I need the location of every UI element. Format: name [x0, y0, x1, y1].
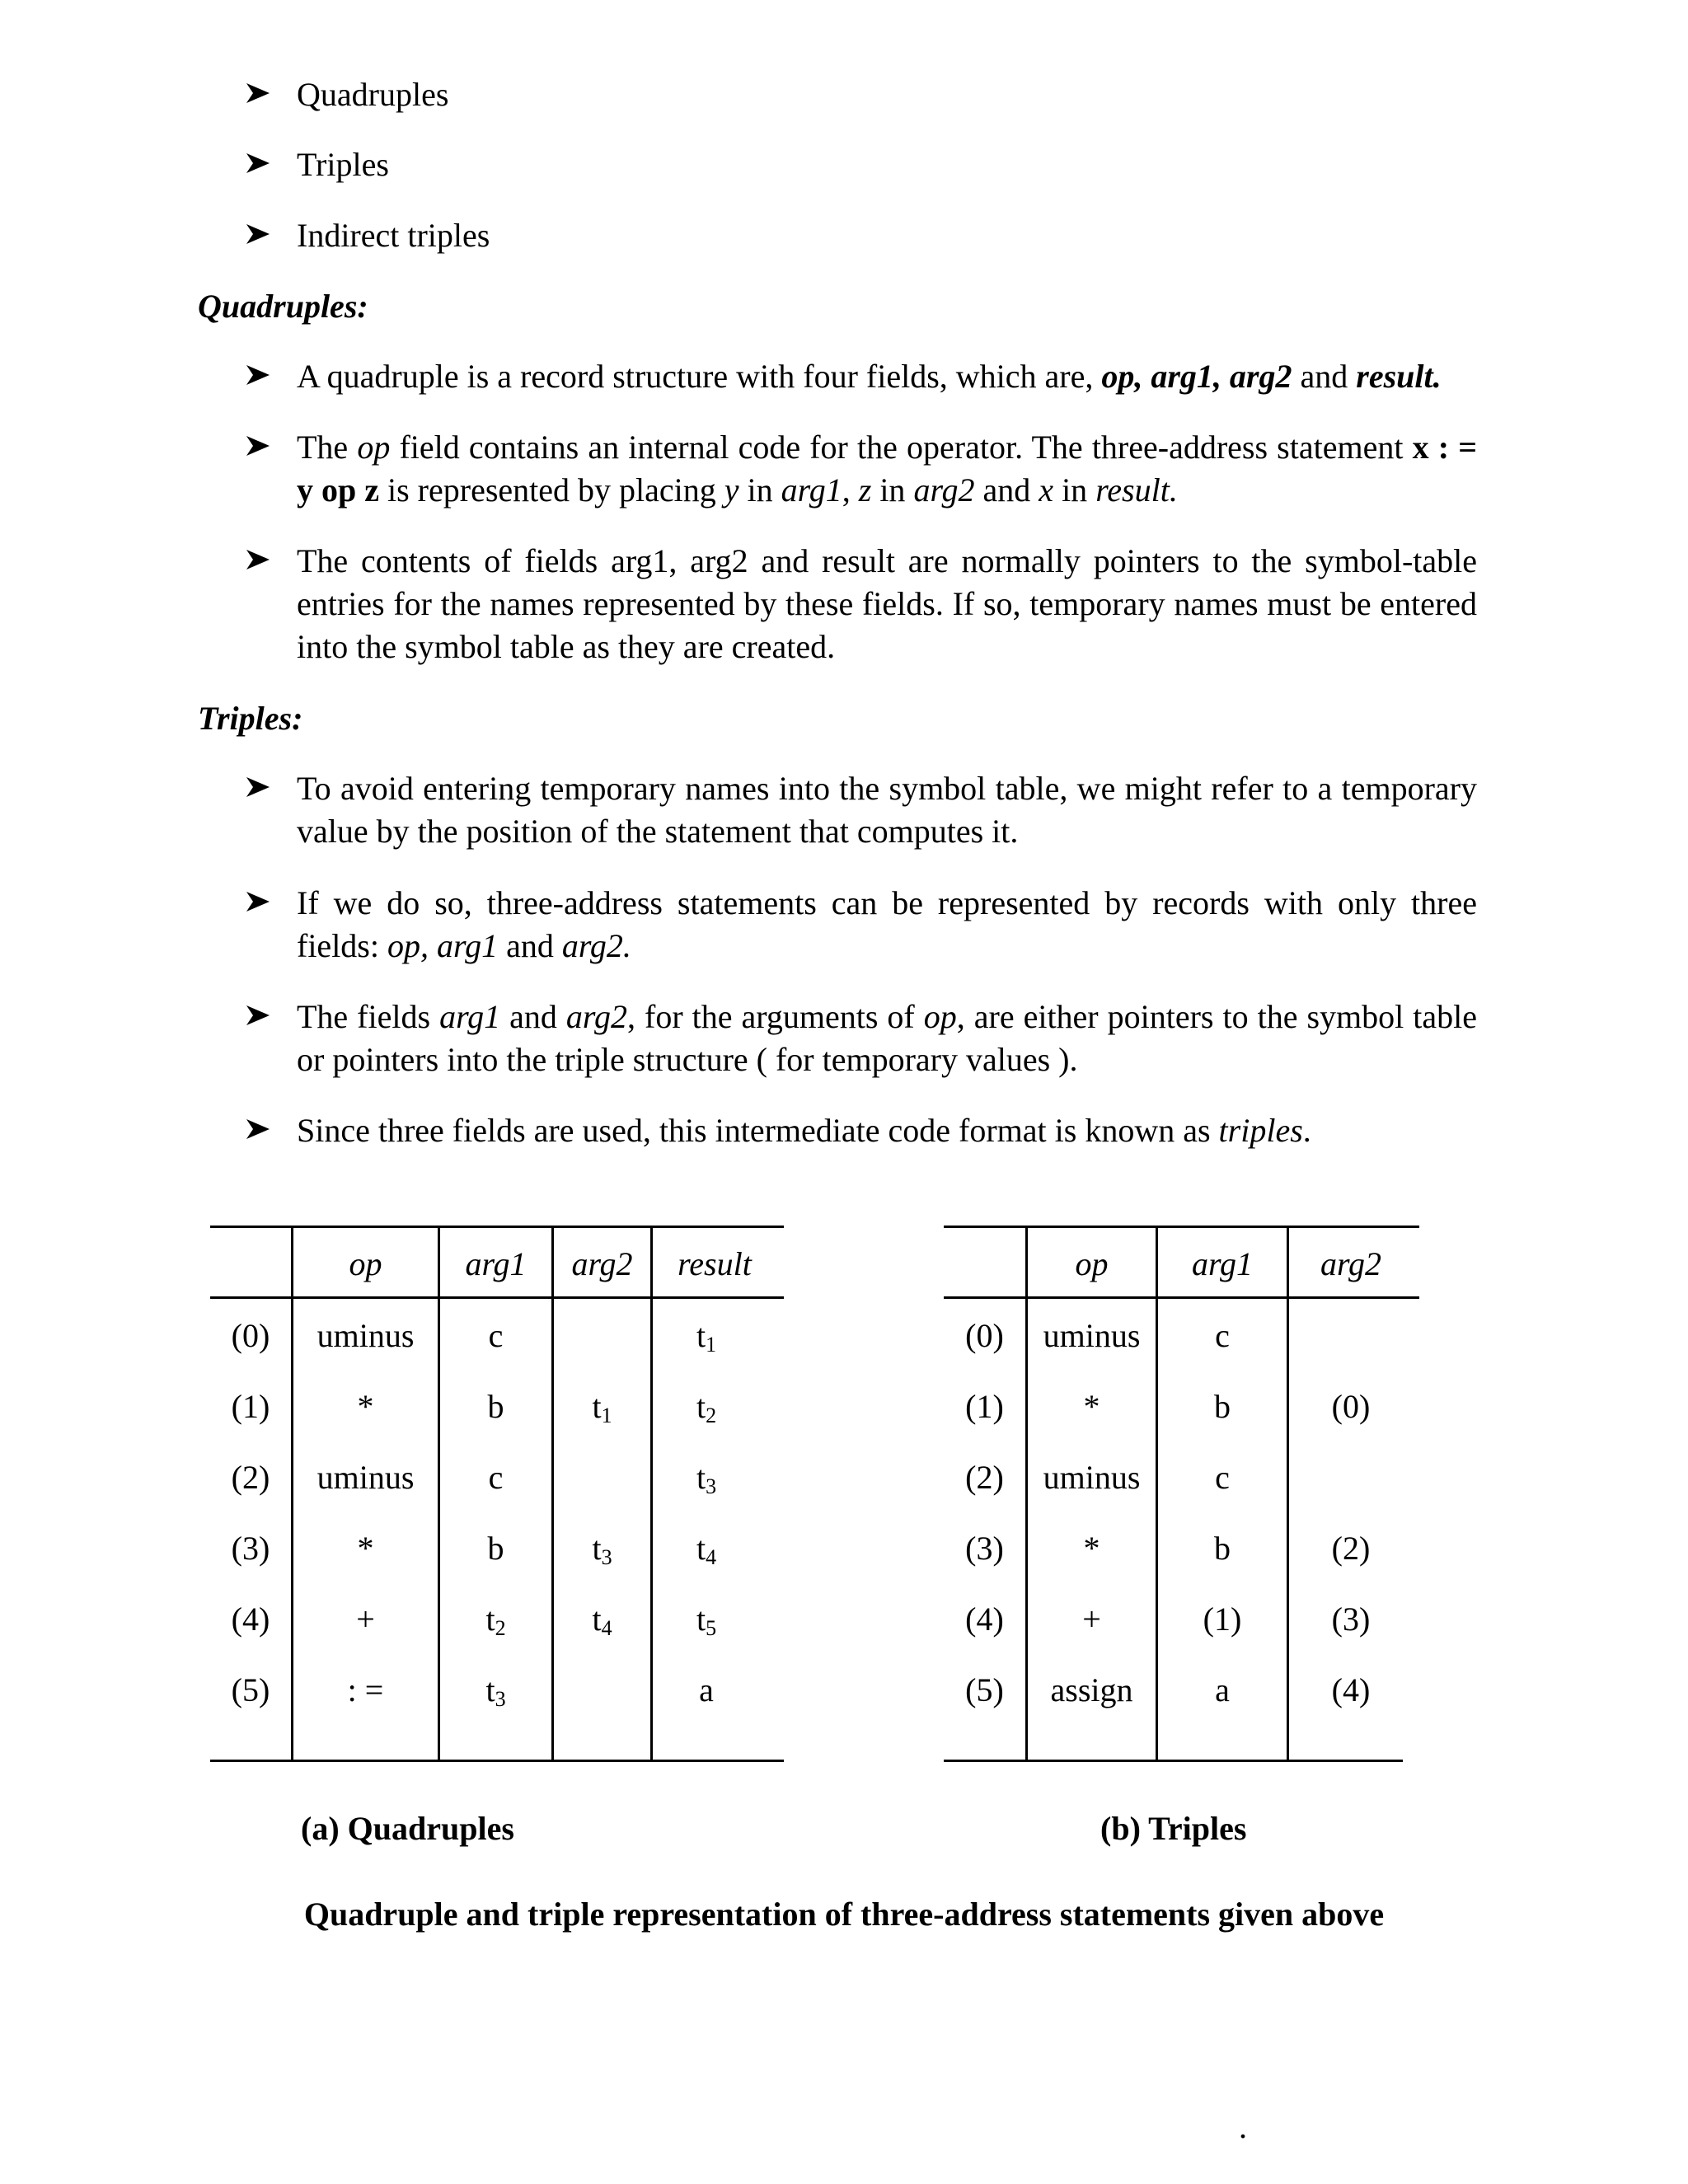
term-op: op [923, 998, 957, 1035]
field-result: result. [1356, 358, 1442, 395]
quad_table-cell-arg1: b [487, 1388, 504, 1425]
triple_table-cell-arg2: (3) [1331, 1601, 1371, 1638]
section-heading-triples: Triples: [198, 700, 303, 737]
arrowhead-bullet-icon [245, 888, 271, 915]
stray-mark: . [1239, 2108, 1247, 2145]
list-item-text: Quadruples [297, 76, 449, 113]
triple_table-cell-arg2: (2) [1331, 1530, 1371, 1567]
table-rule-top [944, 1226, 1419, 1228]
triple_table-cell-arg1: b [1214, 1530, 1231, 1567]
field-names: op, arg1 [387, 927, 499, 964]
arrowhead-bullet-icon [245, 80, 271, 106]
triple_table-cell-idx: (3) [965, 1530, 1004, 1567]
triple_table-cell-op: + [1082, 1601, 1101, 1638]
bullet-text: If we do so, three-address statements can be represented by records with only three fields: [297, 884, 1477, 964]
triple_table-cell-op: * [1083, 1388, 1100, 1425]
term-arg2: arg2 [913, 471, 975, 509]
quad_table-cell-idx: (1) [231, 1388, 270, 1425]
quad_table-cell-arg1: $t_3$ [485, 1671, 506, 1711]
section-heading-quadruples: Quadruples: [198, 288, 368, 325]
quadruples-bullet-1 [245, 355, 1477, 398]
bullet-text: and [498, 927, 562, 964]
arrowhead-bullet-icon [245, 774, 271, 800]
term-arg2: arg2. [561, 927, 631, 964]
triples-bullet-4 [245, 1109, 1477, 1152]
quad_table-cell-op: + [356, 1601, 375, 1638]
list-item-text: Triples [297, 146, 389, 183]
arrowhead-bullet-icon [245, 362, 271, 388]
arrowhead-bullet-icon [245, 546, 271, 573]
quad_table-cell-op: uminus [316, 1459, 415, 1496]
statement-part: x : = [1412, 429, 1478, 466]
term-arg1: arg1 [439, 998, 501, 1035]
quad_table-cell-arg1: b [487, 1530, 504, 1567]
bullet-text: in [1053, 471, 1096, 509]
quad_table-cell-arg2: $t_4$ [592, 1601, 612, 1640]
quadruples-caption: (a) Quadruples [301, 1810, 514, 1847]
triple_table-cell-arg1: b [1214, 1388, 1231, 1425]
list-item [245, 214, 490, 257]
triple_table-cell-op: uminus [1043, 1317, 1141, 1354]
bullet-text: in [871, 471, 914, 509]
triple_table-cell-arg2: (0) [1331, 1388, 1371, 1425]
quad_table-cell-result: $t_3$ [696, 1459, 717, 1498]
column-header: arg2 [1320, 1245, 1382, 1282]
quad_table-cell-result: $t_1$ [696, 1317, 717, 1357]
statement-part: y op z [297, 471, 379, 509]
triples-caption: (b) Triples [1100, 1810, 1247, 1847]
term-arg2: arg2 [565, 998, 628, 1035]
bullet-text: is represented by placing [379, 471, 724, 509]
term-z: z [858, 471, 872, 509]
term-triples: triples [1218, 1112, 1303, 1149]
triple_table-cell-idx: (4) [965, 1601, 1004, 1638]
table-rule-top [210, 1226, 784, 1228]
quad_table-cell-idx: (2) [231, 1459, 270, 1496]
list-item-text: Indirect triples [297, 217, 490, 254]
quadruples-bullet-3 [245, 540, 1477, 668]
quad_table-cell-result: $t_4$ [696, 1530, 717, 1569]
column-header: result [678, 1245, 752, 1282]
quad_table-cell-arg2: $t_1$ [592, 1388, 612, 1427]
quad_table-cell-op: uminus [316, 1317, 415, 1354]
quad_table-cell-result: $t_5$ [696, 1601, 717, 1640]
table-rule-header [944, 1296, 1419, 1299]
triple_table-cell-op: uminus [1043, 1459, 1141, 1496]
triple_table-cell-idx: (2) [965, 1459, 1004, 1496]
triple_table-cell-arg1: a [1215, 1671, 1230, 1708]
quadruples-bullet-2 [245, 426, 1477, 512]
quad_table-cell-op: : = [347, 1671, 384, 1708]
table-rule-header [210, 1296, 784, 1299]
term-x: x [1039, 471, 1054, 509]
bullet-text: field contains an internal code for the operator. The three-address statement [390, 429, 1413, 466]
quad_table-cell-idx: (0) [231, 1317, 270, 1354]
triples-bullet-2 [245, 882, 1477, 968]
table-rule-bottom [210, 1760, 784, 1762]
table-column-divider [551, 1226, 554, 1762]
bullet-text: and [974, 471, 1039, 509]
figure-caption: Quadruple and triple representation of three-address statements given above [303, 1896, 1385, 1933]
quad_table-cell-op: * [357, 1530, 374, 1567]
quad_table-cell-result: a [699, 1671, 714, 1708]
triples-bullet-3 [245, 996, 1477, 1081]
term-result: result. [1095, 471, 1178, 509]
triple_table-cell-arg2: (4) [1331, 1671, 1371, 1708]
term-y: y [724, 471, 739, 509]
quad_table-cell-op: * [357, 1388, 374, 1425]
bullet-text: and [500, 998, 566, 1035]
column-header: op [349, 1245, 382, 1282]
column-header: arg2 [571, 1245, 633, 1282]
triple_table-cell-op: * [1083, 1530, 1100, 1567]
triple_table-cell-op: assign [1050, 1671, 1133, 1708]
triple_table-cell-idx: (5) [965, 1671, 1004, 1708]
triple_table-cell-idx: (0) [965, 1317, 1004, 1354]
column-header: arg1 [1191, 1245, 1254, 1282]
bullet-text: A quadruple is a record structure with four fields, which are, [297, 358, 1102, 395]
bullet-text: Since three fields are used, this intermediate code format is known as [297, 1112, 1219, 1149]
arrowhead-bullet-icon [245, 433, 271, 459]
quad_table-cell-arg1: c [488, 1317, 504, 1354]
triples-bullet-1 [245, 767, 1477, 853]
bullet-text: To avoid entering temporary names into the symbol table, we might refer to a temporary value by the position of the statement that computes it. [297, 770, 1477, 850]
triple_table-cell-arg1: (1) [1203, 1601, 1242, 1638]
quad_table-cell-idx: (3) [231, 1530, 270, 1567]
bullet-text: in [738, 471, 781, 509]
table-rule-bottom [944, 1760, 1403, 1762]
quad_table-cell-arg1: $t_2$ [485, 1601, 506, 1640]
bullet-text: The fields [297, 998, 440, 1035]
bullet-text: , are either pointers to the symbol table or pointers into the triple structure ( for temporary values ). [297, 998, 1478, 1078]
bullet-text: The contents of fields arg1, arg2 and result are normally pointers to the symbol-table entries for the names represented by these fields. If so, temporary names must be entered into the symbol table as they are created. [297, 542, 1477, 665]
bullet-text: . [1302, 1112, 1311, 1149]
column-header: op [1075, 1245, 1109, 1282]
bullet-text: The [297, 429, 358, 466]
quad_table-cell-idx: (5) [231, 1671, 270, 1708]
quad_table-cell-arg2: $t_3$ [592, 1530, 612, 1569]
triple_table-cell-arg1: c [1215, 1317, 1230, 1354]
quad_table-cell-arg1: c [488, 1459, 504, 1496]
quad_table-cell-result: $t_2$ [696, 1388, 717, 1427]
quad_table-cell-idx: (4) [231, 1601, 270, 1638]
list-item [245, 73, 448, 116]
arrowhead-bullet-icon [245, 221, 271, 247]
term-op: op [357, 429, 391, 466]
column-header: arg1 [465, 1245, 527, 1282]
list-item [245, 143, 389, 186]
bullet-text: and [1292, 358, 1357, 395]
field-names: op, arg1, arg2 [1101, 358, 1292, 395]
triple_table-cell-arg1: c [1215, 1459, 1230, 1496]
arrowhead-bullet-icon [245, 1002, 271, 1029]
arrowhead-bullet-icon [245, 1116, 271, 1142]
triple_table-cell-idx: (1) [965, 1388, 1004, 1425]
term-arg1: arg1 [781, 471, 842, 509]
bullet-text: , for the arguments of [627, 998, 924, 1035]
bullet-text: , [842, 471, 859, 509]
arrowhead-bullet-icon [245, 150, 271, 176]
